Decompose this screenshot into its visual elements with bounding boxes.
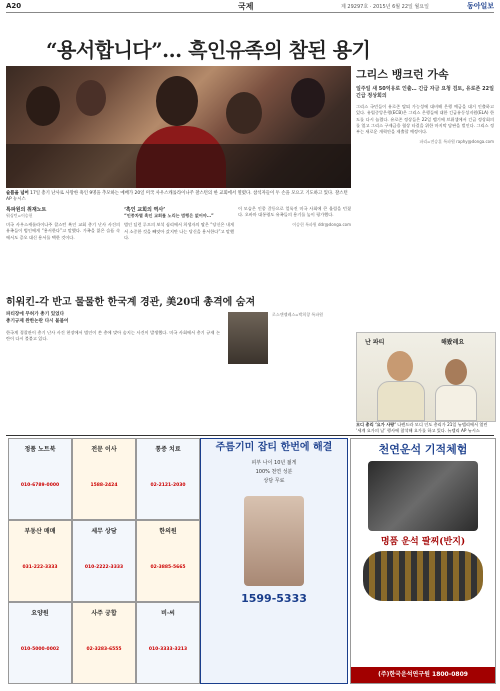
right-story-body: 그리스 국민들이 유로존 탈퇴 가능성에 대비해 은행 예금을 대거 인출하고 있다. 유럽중앙은행(ECB)은 그리스 은행들에 대한 긴급유동성지원(ELA) 한도를 다시 늘렸다. 유로존 정상들은 22일 벨기에 브뤼셀에서 긴급 정상회의를 열고 그리스 구제금융 협상 타결을 위한 마지막 담판을 벌인다. 그리스 정부는 새로운 개혁안을 제출할 예정이다.	[356, 104, 494, 135]
skin-ad-point: 피부 나이 10년 젊게	[251, 460, 297, 466]
classified-ad-title: 부동산 매매	[24, 528, 56, 535]
column-block-3	[238, 206, 351, 228]
meteorite-ad-footer	[351, 667, 495, 683]
column-quote-sub: “인종차별 흑인 교회를 노리는 범행은 없어야…”	[124, 213, 214, 218]
right-story-byline: 파리=전승훈 특파원 raphy@donga.com	[419, 139, 494, 145]
column-paragraph-1: 미국 사우스캐롤라이나주 찰스턴 흑인 교회 총기 난사 사건의 유족들이 범인에게 “용서한다”고 말했다. 가족을 잃은 슬픔 속에서도 증오 대신 용서를 택한 것이다.	[6, 222, 120, 240]
caption-credit: 찰스턴 AP 뉴시스	[6, 191, 348, 202]
classified-ad[interactable]	[72, 438, 136, 520]
column-paragraph-3: 이 모습은 인종 갈등으로 얼룩진 미국 사회에 큰 울림을 던졌다. 오바마 대통령도 유족들의 용기를 높이 평가했다.	[238, 206, 351, 218]
model-photo	[244, 496, 304, 586]
photo-caption	[6, 191, 351, 203]
second-story-byline: 로스앤젤레스=박희창 특파원	[272, 312, 323, 317]
skin-ad-points	[201, 459, 347, 486]
classified-ad[interactable]	[136, 602, 200, 684]
issue-date: 제 29297호 · 2015년 6월 22일 월요일	[341, 4, 429, 10]
classified-ad-title: 요양원	[31, 610, 49, 617]
classified-ad-phone[interactable]: 010-2222-3333	[84, 565, 124, 570]
right-story-subtitle: 일주일 새 50억유로 인출… 긴급 자금 요청 검토, 유로존 22일 긴급 정상회의	[356, 86, 494, 99]
memorial-photo	[6, 66, 351, 188]
cartoon-label-left: 난 파티	[365, 339, 385, 346]
classified-ad-title: 비·씨	[161, 610, 175, 617]
classified-ad[interactable]	[8, 520, 72, 602]
classified-ad[interactable]	[8, 438, 72, 520]
classified-ad-phone[interactable]: 010-5000-0002	[20, 647, 60, 652]
ad-section	[6, 435, 494, 686]
yoga-caption-body: 나렌드라 모디 인도 총리가 21일 뉴델리에서 열린 ‘세계 요가의 날’ 행사에 참석해 요가를 하고 있다.	[356, 422, 488, 433]
second-story-body-wrap	[6, 330, 220, 343]
column-paragraph-2: 범인 딜런 루프의 보석 심리에서 희생자의 딸은 “당신은 내게서 소중한 것을 빼앗아 갔지만 나는 당신을 용서한다”고 말했다.	[124, 222, 234, 240]
second-story-subtitle: 파티장에 무허가 총기 있었다 총기규제 완한논란 다시 불붙어	[6, 312, 69, 324]
cartoon-label-right: 해봤레요	[441, 339, 465, 346]
classified-ad-phone[interactable]: 1588-2424	[90, 483, 118, 488]
classified-ad-phone[interactable]: 010-6789-0000	[20, 483, 60, 488]
caption-title: 슬픔을 넘어	[6, 191, 29, 196]
classified-ad-title: 세무 상담	[91, 528, 117, 535]
classified-ad[interactable]	[72, 602, 136, 684]
column-block	[6, 206, 120, 244]
page-header	[6, 0, 494, 13]
classified-ad-title: 전문 이사	[91, 446, 117, 453]
classified-ad-phone[interactable]: 010-3333-3213	[148, 647, 188, 652]
meteorite-phone[interactable]: 1800-0809	[432, 671, 468, 678]
second-story-body: 한국계 경찰관이 총기 난사 사건 현장에서 범인이 쏜 총에 맞아 숨지는 사건이 발생했다. 미국 사회에서 총기 규제 논란이 다시 불붙고 있다.	[6, 330, 220, 342]
yoga-caption-title: 모디 총리 ‘요가 사랑’	[356, 422, 396, 427]
classified-ad-phone[interactable]: 031-222-3333	[22, 565, 58, 570]
right-story	[356, 66, 494, 145]
newspaper-logo: 동아일보	[466, 1, 494, 10]
skin-ad-phone[interactable]: 1599-5333	[241, 592, 307, 605]
skin-ad-point: 100% 천연 성분	[255, 469, 293, 475]
caption-body: 17일 총기 난사로 사망한 흑인 9명을 추모하는 예배가 20일 미국 사우스캐롤라이나주 찰스턴의 한 교회에서 열렸다. 참석자들이 두 손을 모으고 기도하고 있다.	[30, 191, 334, 196]
column-author: 워싱턴=이승헌	[6, 213, 33, 218]
main-headline: “용서합니다”… 흑인유족의 참된 용기	[46, 38, 371, 62]
skin-ad-point: 상담 무료	[263, 478, 285, 484]
classified-ad-title: 사주 궁합	[91, 610, 117, 617]
right-story-title: 그리스 뱅크런 가속	[356, 68, 449, 81]
classified-ad-phone[interactable]: 02-3283-6555	[86, 647, 122, 652]
column-quote-title: ‘흑인 교회의 역사’	[124, 207, 166, 213]
meteorite-photo	[368, 461, 478, 531]
meteorite-brand: (주)한국운석연구원	[378, 671, 430, 678]
classified-ad-phone[interactable]: 02-3885-5665	[150, 565, 186, 570]
column-block-2	[124, 206, 234, 244]
classified-ad[interactable]	[136, 520, 200, 602]
classified-ad-title: 정품 노트북	[24, 446, 56, 453]
yoga-photo	[356, 332, 496, 422]
meteorite-ad-title: 천연운석 기적체험	[378, 443, 468, 456]
classified-ad[interactable]	[8, 602, 72, 684]
yoga-caption-credit: 뉴델리 AP 뉴시스	[447, 427, 480, 433]
meteorite-ad-sub: 명품 운석 팔찌(반지)	[380, 537, 466, 547]
page-number: A20	[6, 2, 22, 10]
yoga-caption	[356, 422, 494, 433]
classified-ad-phone[interactable]: 02-2121-2030	[150, 483, 186, 488]
section-name: 국제	[238, 2, 254, 11]
column-kicker: 특파원의 취재노트	[6, 207, 47, 213]
second-story-title: 히워킨-각 반고 물물한 한국계 경관, 美20대 총격에 숨져	[6, 297, 256, 308]
classified-ad-title: 통증 치료	[155, 446, 181, 453]
classified-ad[interactable]	[136, 438, 200, 520]
bracelet-photo	[363, 551, 483, 601]
classified-ad[interactable]	[72, 520, 136, 602]
column-byline: 이승헌 특파원 ddr@donga.com	[292, 221, 351, 227]
second-story-side	[272, 312, 350, 318]
meteorite-ad[interactable]	[350, 438, 496, 684]
officer-portrait	[228, 312, 268, 364]
skin-ad-title: 주름기미 잡티 한번에 해결	[215, 442, 333, 453]
classified-ad-title: 한의원	[159, 528, 177, 535]
skin-clinic-ad[interactable]	[200, 438, 348, 684]
